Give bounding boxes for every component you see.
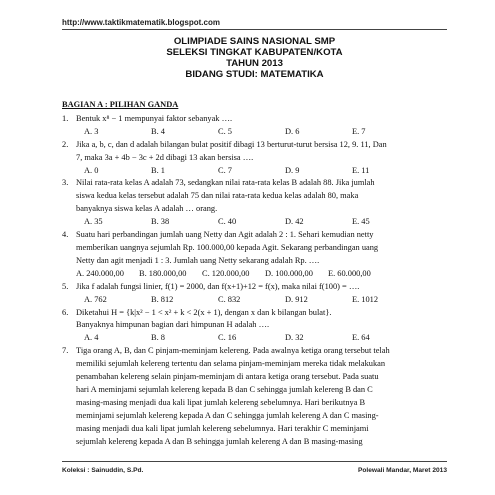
option-e: E. 45: [352, 217, 370, 227]
option-d: D. 6: [285, 126, 300, 136]
options-row: [76, 165, 447, 178]
question-line: masing menjadi dua kali lipat jumlah kelereng sebelumnya. Hari terakhir C meminjami: [76, 423, 369, 433]
question-line: Banyaknya himpunan bagian dari himpunan H adalah ….: [76, 320, 270, 330]
option-a: A. 762: [84, 294, 107, 304]
option-b: B. 180.000,00: [139, 268, 187, 278]
question-4: [62, 229, 447, 281]
option-e: E. 7: [352, 126, 366, 136]
option-b: B. 4: [151, 126, 165, 136]
question-line: Bentuk x⁸ − 1 mempunyai faktor sebanyak ….: [76, 113, 233, 123]
document-title-block: [62, 36, 447, 80]
question-number: 1.: [62, 113, 69, 123]
title-line-1: OLIMPIADE SAINS NASIONAL SMP: [173, 36, 336, 47]
option-c: C. 832: [218, 294, 241, 304]
option-e: E. 1012: [352, 294, 379, 304]
question-line: sejumlah kelereng kepada A dan B sehingga jumlah kelereng A dan B masing-masing: [76, 436, 363, 446]
question-line: Jika a, b, c, dan d adalah bilangan bulat positif dibagi 13 berturut-turut bersisa 12, 9. 11, Dan: [76, 139, 387, 149]
option-d: D. 100.000,00: [265, 268, 313, 278]
question-line: Diketahui H = {k|x² − 1 < x² + k < 2(x + 1), dengan x dan k bilangan bulat}.: [76, 307, 332, 317]
option-a: A. 0: [84, 165, 99, 175]
option-a: A. 35: [84, 217, 103, 227]
question-line: hari A meminjami sejumlah kelereng kepada B dan C sehingga jumlah kelereng B dan C: [76, 384, 373, 394]
options-row: [76, 216, 447, 229]
option-c: C. 7: [218, 165, 232, 175]
options-row: [76, 126, 447, 139]
options-row: [76, 268, 447, 281]
question-2: [62, 139, 447, 178]
question-line: Tiga orang A, B, dan C pinjam-meminjam kelereng. Pada awalnya ketiga orang tersebut telah: [76, 346, 390, 356]
question-line: Nilai rata-rata kelas A adalah 73, sedangkan nilai rata-rata kelas B adalah 88. Jika jumlah: [76, 178, 375, 188]
option-b: B. 1: [151, 165, 165, 175]
option-e: E. 11: [352, 165, 370, 175]
question-1: [62, 113, 447, 139]
exam-content: [62, 99, 447, 448]
question-7: [62, 345, 447, 448]
section-title: BAGIAN A : PILIHAN GANDA: [62, 100, 179, 109]
question-line: masing-masing menjadi dua kali lipat jumlah kelereng sebelumnya. Hari berikutnya B: [76, 397, 366, 407]
option-e: E. 60.000,00: [328, 268, 371, 278]
option-a: A. 4: [84, 333, 99, 343]
footer-rule: [62, 461, 447, 462]
question-3: [62, 177, 447, 229]
question-number: 5.: [62, 281, 69, 291]
header-rule: [62, 29, 447, 30]
option-a: A. 240.000,00: [76, 268, 124, 278]
option-c: C. 5: [218, 126, 232, 136]
title-line-4: BIDANG STUDI: MATEMATIKA: [185, 69, 324, 80]
option-c: C. 16: [218, 333, 237, 343]
option-d: D. 912: [285, 294, 308, 304]
option-b: B. 38: [151, 217, 170, 227]
options-row: [76, 294, 447, 307]
question-line: Jika f adalah fungsi linier, f(1) = 2000, dan f(x+1)+12 = f(x), maka nilai f(100) = ….: [76, 281, 360, 291]
question-line: memberikan uangnya sejumlah Rp. 100.000,00 kepada Agit. Sekarang perbandingan uang: [76, 242, 379, 252]
title-line-3: TAHUN 2013: [226, 58, 283, 69]
question-line: memiliki sejumlah kelereng tertentu dan selama pinjam-meminjam mereka tidak melakukan: [76, 359, 386, 369]
question-line: 7, maka 3a + 4b − 3c + 2d dibagi 13 akan bersisa ….: [76, 152, 254, 162]
question-number: 2.: [62, 139, 69, 149]
question-number: 3.: [62, 178, 69, 188]
option-d: D. 32: [285, 333, 304, 343]
option-c: C. 40: [218, 217, 237, 227]
question-line: Netty dan agit menjadi 1 : 3. Jumlah uang Netty sekarang adalah Rp. ….: [76, 255, 320, 265]
question-number: 6.: [62, 307, 69, 317]
option-d: D. 9: [285, 165, 300, 175]
question-line: banyaknya siswa kelas A adalah … orang.: [76, 204, 218, 214]
header-url[interactable]: http://www.taktikmatematik.blogspot.com: [62, 18, 220, 27]
question-line: Suatu hari perbandingan jumlah uang Netty dan Agit adalah 2 : 1. Sehari kemudian netty: [76, 230, 374, 240]
question-5: [62, 281, 447, 307]
question-line: siswa kedua kelas tersebut adalah 75 dan nilai rata-rata kedua kelas adalah 80, maka: [76, 191, 359, 201]
question-line: meminjami sejumlah kelereng kepada A dan C sehingga jumlah kelereng A dan C masing-: [76, 410, 379, 420]
question-number: 4.: [62, 230, 69, 240]
footer-left: Koleksi : Sainuddin, S.Pd.: [62, 467, 144, 474]
question-6: [62, 307, 447, 346]
footer-right: Polewali Mandar, Maret 2013: [357, 467, 447, 474]
option-c: C. 120.000,00: [202, 268, 250, 278]
options-row: [76, 332, 447, 345]
title-line-2: SELEKSI TINGKAT KABUPATEN/KOTA: [166, 47, 343, 58]
question-number: 7.: [62, 346, 69, 356]
question-line: penambahan kelereng selain pinjam-meminjam di antara ketiga orang tersebut. Pada suatu: [76, 372, 379, 382]
option-b: B. 8: [151, 333, 165, 343]
option-b: B. 812: [151, 294, 174, 304]
option-d: D. 42: [285, 217, 304, 227]
option-e: E. 64: [352, 333, 370, 343]
option-a: A. 3: [84, 126, 99, 136]
